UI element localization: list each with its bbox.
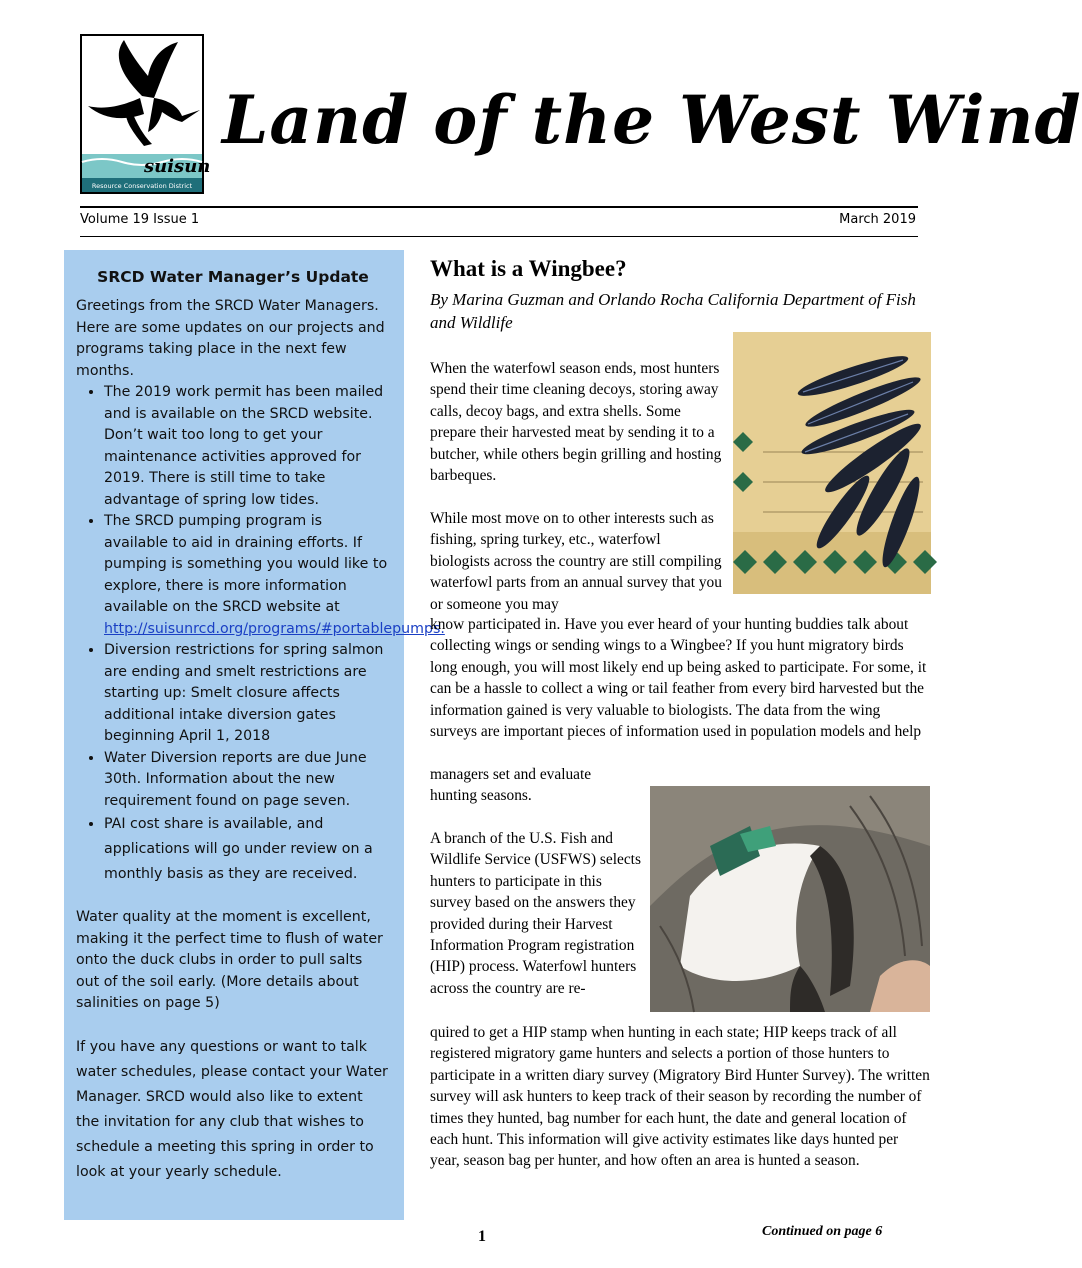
header-rule (80, 206, 918, 208)
page-number: 1 (478, 1228, 486, 1245)
wing-envelope-photo (733, 332, 931, 594)
srcd-logo (80, 34, 211, 194)
list-item: • Diversion restrictions for spring salmon are ending and smelt restrictions are starting up: Smelt closure affects additional intake diversion gates beginning April 1, 2018 (104, 640, 390, 748)
sidebar-intro: Greetings from the SRCD Water Managers. Here are some updates on our projects and programs taking place in the next few months. (76, 298, 385, 379)
list-item: • PAI cost share is available, and applications will go under review on a monthly basis as they are received. (104, 812, 390, 887)
article-paragraph-3a: A branch of the U.S. Fish and Wildlife Service (USFWS) selects hunters to participate in this survey based on the answers they provided during their Harvest Information Program registration (HIP) process. Waterfowl hunters across the country are re- (430, 830, 641, 997)
newsletter-title: Land of the West Wind (222, 81, 1082, 159)
volume-issue: Volume 19 Issue 1 (80, 212, 200, 227)
sidebar-heading: SRCD Water Manager’s Update (97, 268, 369, 286)
article-byline: By Marina Guzman and Orlando Rocha California Department of Fish and Wildlife (430, 290, 916, 332)
article-paragraph-1: When the waterfowl season ends, most hunters spend their time cleaning decoys, storing away calls, decoy bags, and extra shells. Some prepare their harvested meat by sending it to a butcher, while others begin grilling and hosting barbeques. (430, 360, 722, 485)
list-item: • The 2019 work permit has been mailed and is available on the SRCD website. Don’t wait too long to get your maintenance activities approved for 2019. There is still time to take advantage of spring low tides. (104, 382, 390, 511)
article-title: What is a Wingbee? (430, 256, 627, 281)
heron-logo-icon (82, 36, 211, 192)
list-item: • Water Diversion reports are due June 30th. Information about the new requirement found on page seven. (104, 748, 390, 813)
article-paragraph-3b: quired to get a HIP stamp when hunting in each state; HIP keeps track of all registered migratory game hunters and selects a portion of those hunters to participate in a written diary survey (Migratory Bird Hunter Survey). The written survey will ask hunters to keep track of their season by recording the number of times they hunted, bag number for each hunt, the date and general location of each hunt. This information will give activity estimates like days hunted per year, season bag per hunter, and how often an area is hunted a season. (430, 1024, 930, 1170)
svg-text:suisun: suisun (144, 156, 211, 177)
sidebar-bullet-list (76, 382, 445, 887)
list-item: • The SRCD pumping program is available to aid in draining efforts. If pumping is something you would like to explore, there is more information available on the SRCD website at http://suisunrcd.org/programs/#portablepumps. (104, 511, 390, 640)
issue-date: March 2019 (839, 212, 916, 227)
portable-pumps-link[interactable]: http://suisunrcd.org/programs/#portablepumps. (104, 620, 445, 637)
sidebar-water-quality: Water quality at the moment is excellent, making it the perfect time to flush of water onto the duck clubs in order to pull salts out of the soil early. (More details about salinities on page 5) (76, 909, 383, 1011)
article-paragraph-2a: While most move on to other interests such as fishing, spring turkey, etc., waterfowl biologists across the country are still compiling waterfowl parts from an annual survey that you or someone you may (430, 510, 722, 613)
header-subrule (80, 236, 918, 237)
water-manager-sidebar (64, 250, 445, 1220)
article-paragraph-2b: know participated in. Have you ever heard of your hunting buddies talk about collecting wings or sending wings to a Wingbee? If you hunt migratory birds long enough, you will most likely end up being asked to participate. For some, it can be a hassle to collect a wing or tail feather from every bird harvested but the information gained is very valuable to biologists. The data from the wing surveys are important pieces of information used in population models and help (430, 616, 927, 741)
sidebar-contact: If you have any questions or want to talk water schedules, please contact your Water Manager. SRCD would also like to extent the invitation for any club that wishes to schedule a meeting this spring in order to look at your yearly schedule. (76, 1038, 388, 1180)
duck-wing-photo (650, 786, 930, 1012)
continued-note: Continued on page 6 (762, 1224, 883, 1239)
svg-text:Resource Conservation District: Resource Conservation District (91, 182, 193, 190)
article-paragraph-2c: managers set and evaluate hunting seasons. (430, 766, 592, 805)
